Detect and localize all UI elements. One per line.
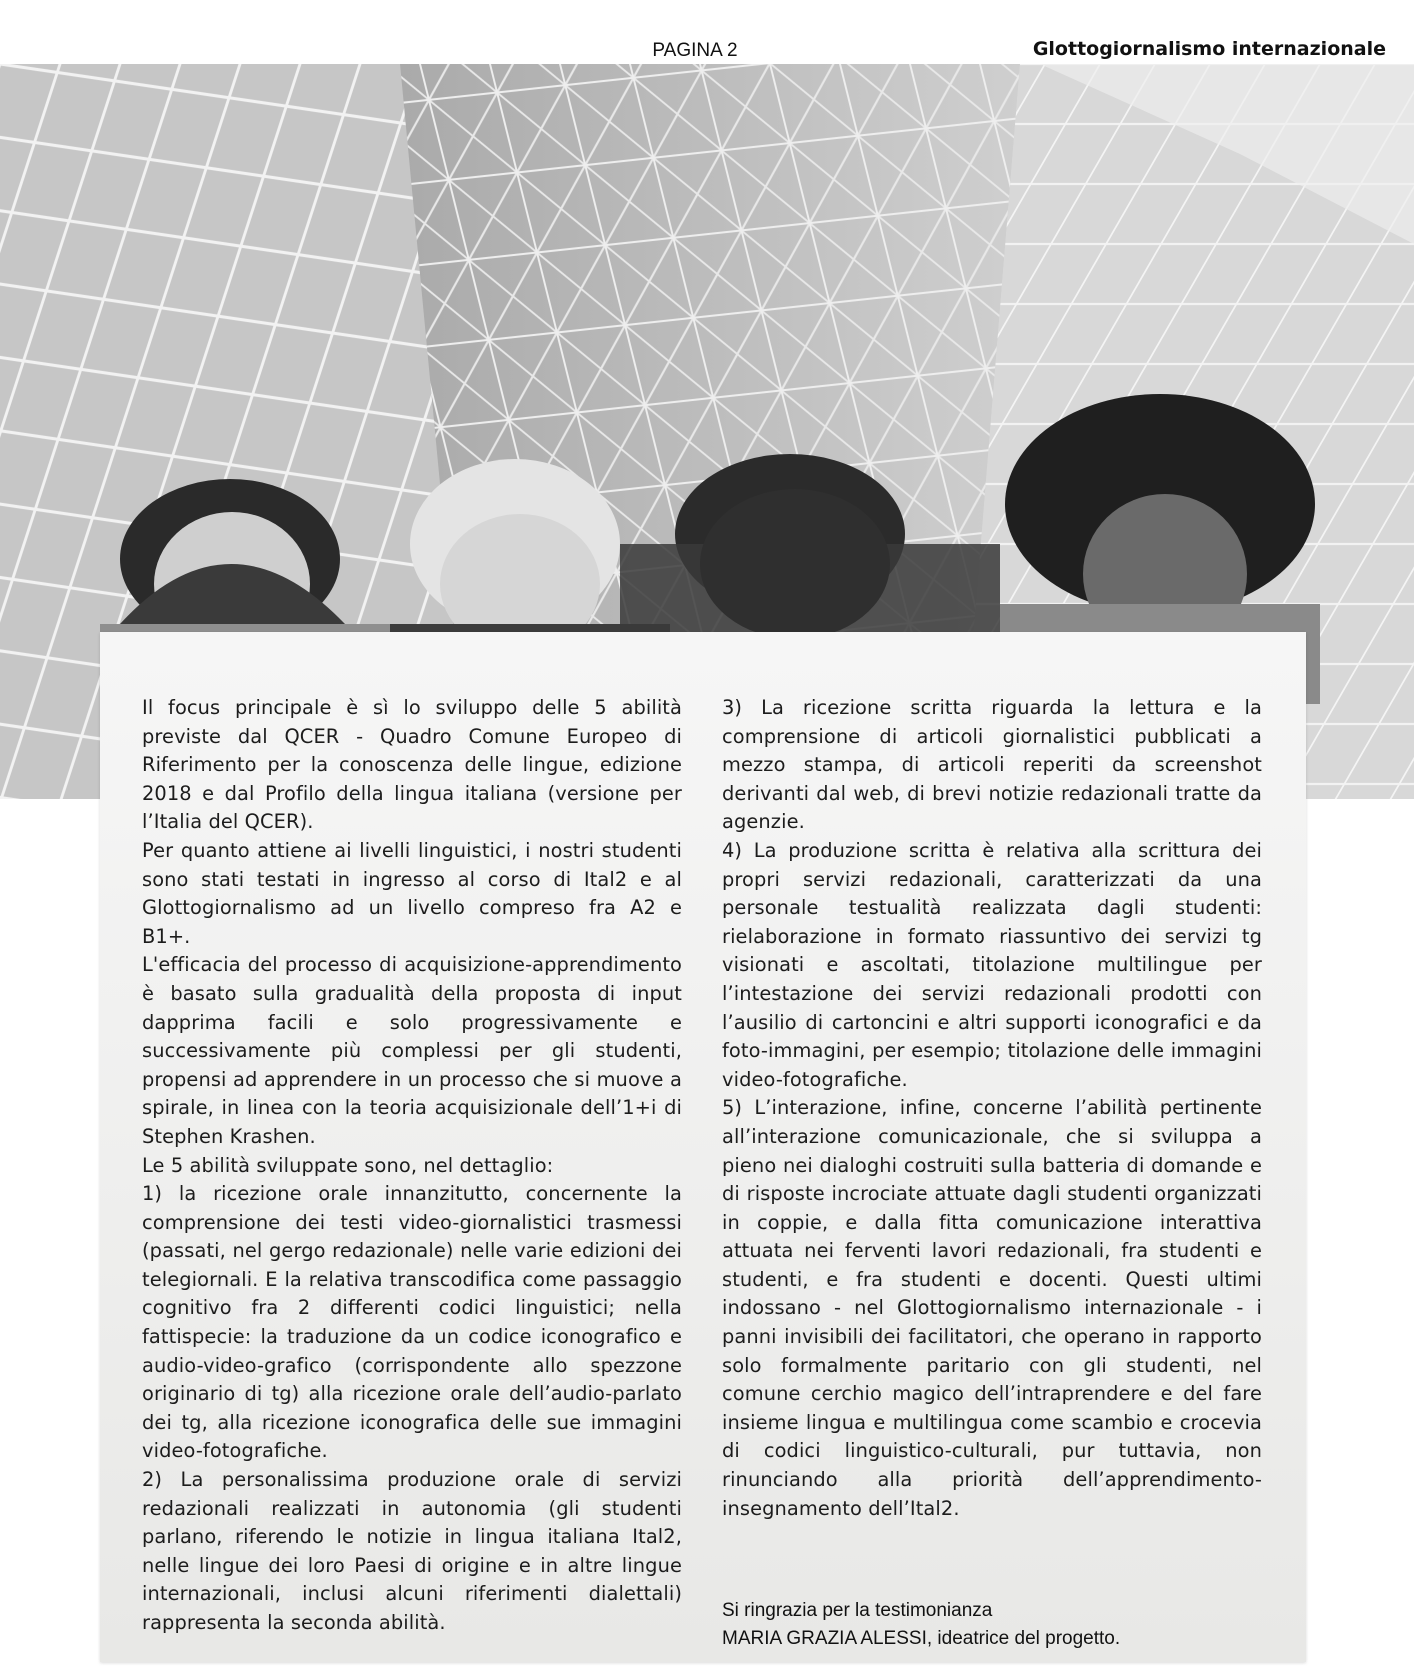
acknowledgement [722, 1597, 1262, 1653]
thanks-author: MARIA GRAZIA ALESSI, ideatrice del progetto. [722, 1628, 1121, 1649]
article-column-left [142, 694, 682, 1638]
article-paragraph: 4) La produzione scritta è relativa alla scrittura dei propri servizi redazionali, caratterizzati da una personale testualità realizzata dagli studenti: rielaborazione in formato riassuntivo dei servizi tg visionati e ascoltati, titolazione multilingue per l’intestazione dei servizi redazionali prodotti con l’ausilio di cartoncini e altri supporti iconografici e da foto-immagini, per esempio; titolazione delle immagini video-fotografiche. [722, 838, 1262, 1091]
thanks-line: Si ringrazia per la testimonianza [722, 1600, 993, 1621]
article-column-right [722, 694, 1262, 1523]
article-board [100, 632, 1306, 1662]
article-paragraph: 5) L’interazione, infine, concerne l’abilità pertinente all’interazione comunicazionale, che si sviluppa a pieno nei dialoghi costruiti sulla batteria di domande e di risposte incrociate attuate dagli studenti organizzati in coppie, e dalla fitta comunicazione interattiva attuata nei ferventi lavori redazionali, fra studenti e studenti, e fra studenti e docenti. Questi ultimi indossano - nel Glottogiornalismo internazionale - i panni invisibili dei facilitatori, che operano in rapporto solo formalmente paritario con gli studenti, nel comune cerchio magico dell’intraprendere e del fare insieme lingua e multilingua come scambio e crocevia di codici linguistico-culturali, pur tuttavia, non rinunciando alla priorità dell’apprendimento-insegnamento dell’Ital2. [722, 1096, 1262, 1520]
article-paragraph: Il focus principale è sì lo sviluppo delle 5 abilità previste dal QCER - Quadro Comune Europeo di Riferimento per la conoscenza delle lingue, edizione 2018 e dal Profilo della lingua italiana (versione per l’Italia del QCER). [142, 696, 682, 834]
article-paragraph: 2) La personalissima produzione orale di servizi redazionali realizzati in autonomia (gli studenti parlano, riferendo le notizie in lingua italiana Ital2, nelle lingue dei loro Paesi di origine e in altre lingue internazionali, inclusi alcuni riferimenti dialettali) rappresenta la seconda abilità. [142, 1468, 682, 1634]
article-paragraph: 3) La ricezione scritta riguarda la lettura e la comprensione di articoli giornalistici pubblicati a mezzo stampa, di articoli reperiti da screenshot derivanti dal web, di brevi notizie redazionali tratte da agenzie. [722, 696, 1262, 834]
article-paragraph: 1) la ricezione orale innanzitutto, concernente la comprensione dei testi video-giornalistici trasmessi (passati, nel gergo redazionale) nelle varie edizioni dei telegiornali. E la relativa transcodifica come passaggio cognitivo fra 2 differenti codici linguistici; nella fattispecie: la traduzione da un codice iconografico e audio-video-grafico (corrispondente allo spezzone originario di tg) alla ricezione orale dell’audio-parlato dei tg, alla ricezione iconografica delle sue immagini video-fotografiche. [142, 1182, 682, 1463]
article-paragraph: Per quanto attiene ai livelli linguistici, i nostri studenti sono stati testati in ingresso al corso di Ital2 e al Glottogiornalismo ad un livello compreso fra A2 e B1+. [142, 838, 682, 948]
page-label: PAGINA 2 [652, 40, 738, 61]
article-paragraph: Le 5 abilità sviluppate sono, nel dettaglio: [142, 1153, 554, 1177]
magazine-name: Glottogiornalismo internazionale [1032, 38, 1386, 60]
article-paragraph: L'efficacia del processo di acquisizione-apprendimento è basato sulla gradualità della proposta di input dapprima facili e solo progressivamente e successivamente più complessi per gli studenti, propensi ad apprendere in un processo che si muove a spirale, in linea con la teoria acquisizionale dell’1+i di Stephen Krashen. [142, 953, 682, 1148]
